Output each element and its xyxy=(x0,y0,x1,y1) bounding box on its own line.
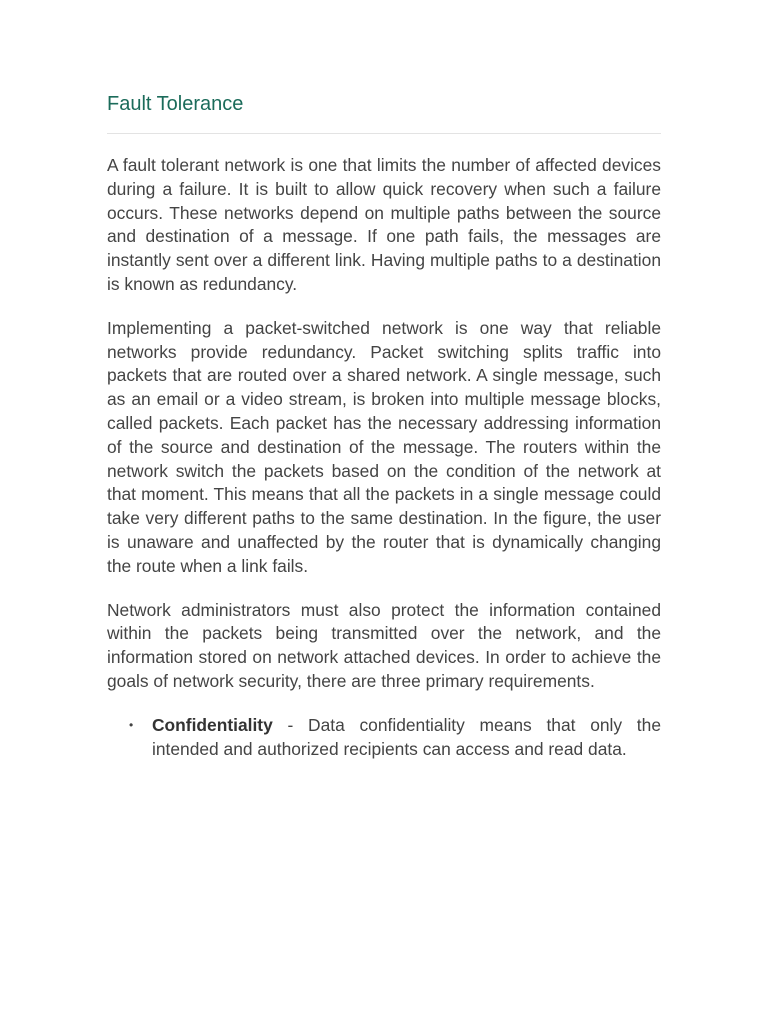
bullet-icon: • xyxy=(129,717,134,732)
list-item-term: Confidentiality xyxy=(152,714,273,735)
requirements-list xyxy=(107,714,661,762)
page-title: Fault Tolerance xyxy=(107,93,244,115)
title-divider xyxy=(107,133,661,134)
paragraph-fault-tolerant-network: A fault tolerant network is one that limits the number of affected devices during a failure. It is built to allow quick recovery when such a failure occurs. These networks depend on multiple paths between the source and destination of a message. If one path fails, the messages are instantly sent over a different link. Having multiple paths to a destination is known as redundancy. xyxy=(107,155,661,294)
document-page xyxy=(107,88,661,761)
paragraph-packet-switching: Implementing a packet-switched network is one way that reliable networks provide redundancy. Packet switching splits traffic into packets that are routed over a shared network. A single message, such as an email or a video stream, is broken into multiple message blocks, called packets. Each packet has the necessary addressing information of the source and destination of the message. The routers within the network switch the packets based on the condition of the network at that moment. This means that all the packets in a single message could take very different paths to the same destination. In the figure, the user is unaware and unaffected by the router that is dynamically changing the route when a link fails. xyxy=(107,317,661,576)
list-item-text: - Data confidentiality means that only the intended and authorized recipients can access and read data. xyxy=(152,714,661,759)
paragraph-security-requirements: Network administrators must also protect the information contained within the packets being transmitted over the network, and the information stored on network attached devices. In order to achieve the goals of network security, there are three primary requirements. xyxy=(107,599,661,691)
list-item xyxy=(107,714,661,762)
